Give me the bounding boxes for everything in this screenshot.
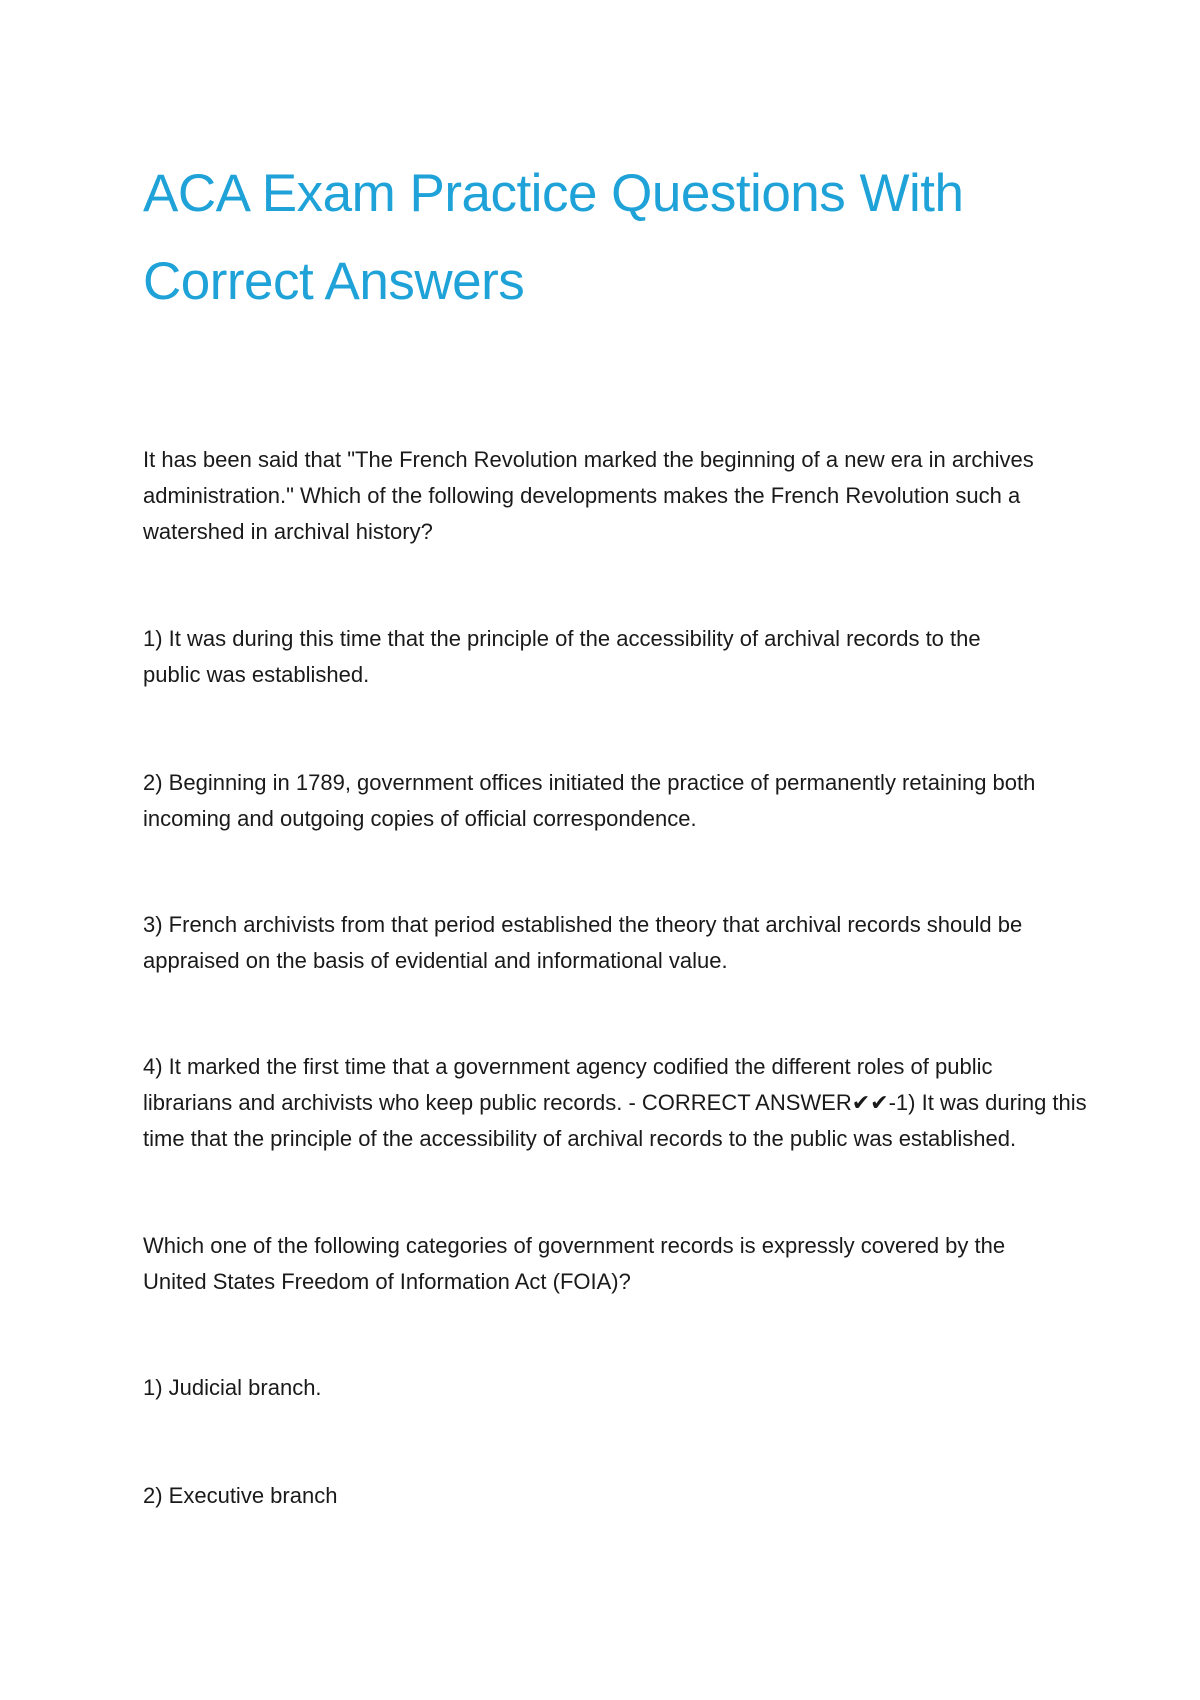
text-line: United States Freedom of Information Act (FOIA)? xyxy=(143,1269,631,1294)
text-line: librarians and archivists who keep public records. - CORRECT ANSWER✔✔-1) It was during this xyxy=(143,1090,1087,1115)
text-line: administration." Which of the following developments makes the French Revolution such a xyxy=(143,483,1021,508)
title-line: Correct Answers xyxy=(143,252,525,311)
page-title xyxy=(143,150,1043,326)
text-line: 2) Executive branch xyxy=(143,1483,338,1508)
text-line: incoming and outgoing copies of official correspondence. xyxy=(143,806,697,831)
question-2-option-2 xyxy=(143,1478,337,1514)
text-line: public was established. xyxy=(143,662,370,687)
text-line: 3) French archivists from that period established the theory that archival records should be xyxy=(143,912,1023,937)
text-line: 1) Judicial branch. xyxy=(143,1375,322,1400)
question-2-stem xyxy=(143,1228,1005,1300)
question-1-option-3 xyxy=(143,907,1022,979)
question-1-option-1 xyxy=(143,621,981,693)
question-1-stem xyxy=(143,442,1034,550)
question-1-option-4-with-answer xyxy=(143,1049,1087,1157)
text-line: It has been said that "The French Revolution marked the beginning of a new era in archives xyxy=(143,447,1034,472)
title-line: ACA Exam Practice Questions With xyxy=(143,164,964,223)
text-line: appraised on the basis of evidential and informational value. xyxy=(143,948,728,973)
text-line: time that the principle of the accessibility of archival records to the public was established. xyxy=(143,1126,1017,1151)
text-line: 4) It marked the first time that a government agency codified the different roles of public xyxy=(143,1054,993,1079)
text-line: 2) Beginning in 1789, government offices initiated the practice of permanently retaining both xyxy=(143,770,1036,795)
question-1-option-2 xyxy=(143,765,1035,837)
text-line: 1) It was during this time that the principle of the accessibility of archival records to the xyxy=(143,626,981,651)
text-line: watershed in archival history? xyxy=(143,519,433,544)
question-2-option-1 xyxy=(143,1370,322,1406)
text-line: Which one of the following categories of government records is expressly covered by the xyxy=(143,1233,1006,1258)
